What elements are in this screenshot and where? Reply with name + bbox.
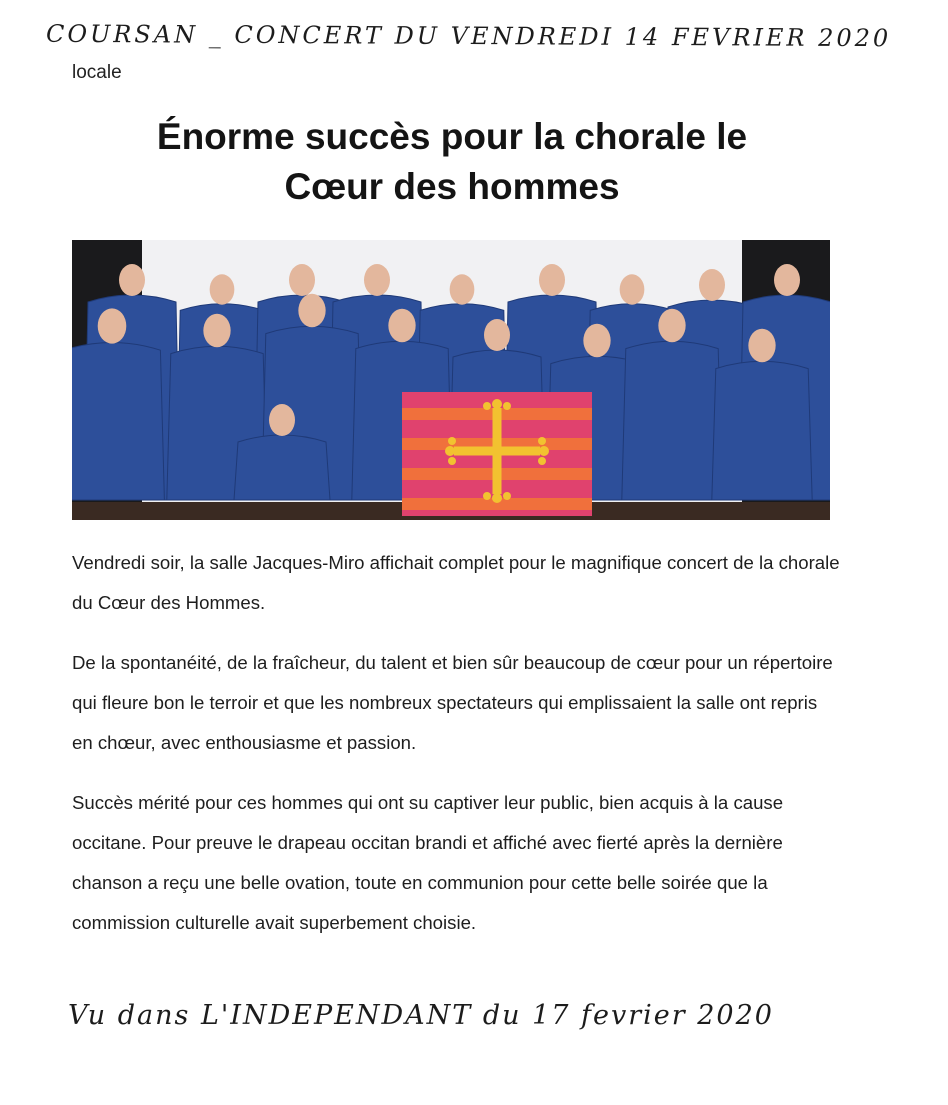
singer-head: [658, 309, 685, 343]
handwritten-annotation-top: COURSAN _ CONCERT DU VENDREDI 14 FEVRIER 2020: [45, 19, 892, 53]
singer-head: [774, 264, 800, 296]
singer-body: [234, 435, 330, 500]
singer-head: [210, 274, 235, 304]
article-paragraph: Succès mérité pour ces hommes qui ont su captiver leur public, bien acquis à la cause occitane. Pour preuve le drapeau occitan brandi et affiché avec fierté après la dernière chanson a reçu une belle ovation, toute en communion pour cette belle soirée que la commission culturelle avait superbement choisie.: [72, 792, 784, 933]
singer-body: [72, 343, 164, 501]
singer-body: [622, 341, 722, 500]
singer-head: [98, 308, 127, 343]
singer-head: [298, 294, 325, 328]
singer-head: [748, 329, 775, 363]
headline-line-1: Énorme succès pour la chorale le: [156, 116, 748, 157]
singer-head: [583, 324, 610, 358]
singer-head: [539, 264, 565, 296]
occitan-flag: [402, 392, 592, 516]
article-paragraph: De la spontanéité, de la fraîcheur, du talent et bien sûr beaucoup de cœur pour un répertoire qui fleure bon le terroir et que les nombreux spectateurs qui emplissaient la salle ont repris en chœur, avec enthousiasme et passion.: [72, 652, 833, 753]
singer-head: [269, 404, 295, 436]
singer-head: [450, 274, 475, 304]
article-headline: [72, 112, 832, 212]
headline-line-2: Cœur des hommes: [284, 166, 620, 207]
singer-head: [289, 264, 315, 296]
singer-head: [119, 264, 145, 296]
choir-photo: [72, 240, 830, 520]
singer-head: [388, 309, 415, 343]
singer-head: [620, 274, 645, 304]
singer-head: [699, 269, 725, 301]
singer-head: [203, 314, 230, 348]
singer-head: [484, 319, 510, 351]
article-paragraph: Vendredi soir, la salle Jacques-Miro affichait complet pour le magnifique concert de la chorale du Cœur des Hommes.: [72, 552, 840, 613]
section-label: locale: [72, 62, 122, 83]
singer-body: [712, 361, 812, 500]
singer-head: [364, 264, 390, 296]
handwritten-annotation-bottom: Vu dans L'INDEPENDANT du 17 fevrier 2020: [68, 1000, 774, 1031]
